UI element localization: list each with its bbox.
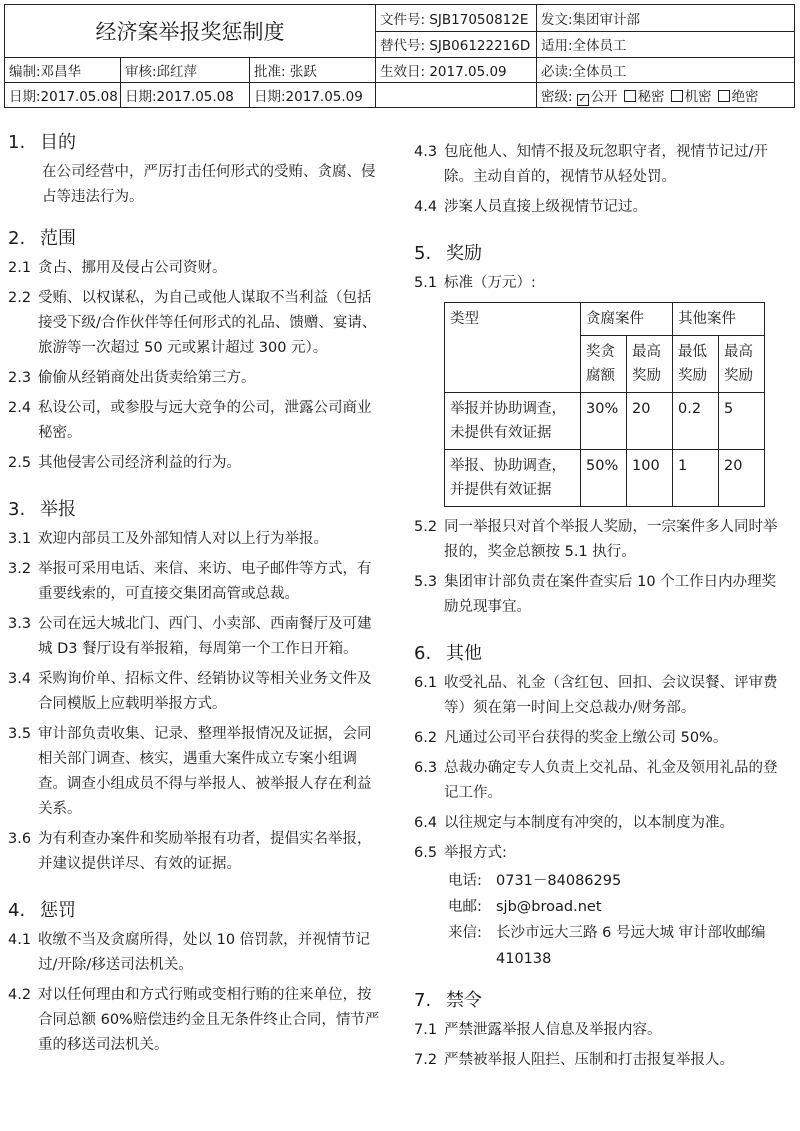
section-heading: 3. 举报 bbox=[8, 499, 76, 520]
checkbox-icon[interactable] bbox=[671, 90, 683, 102]
list-item: 3.2 举报可采用电话、来信、来访、电子邮件等方式，有重要线索的，可直接交集团高管或总裁。 bbox=[8, 561, 372, 602]
list-item: 4.4 涉案人员直接上级视情节记过。 bbox=[414, 199, 647, 215]
list-item: 2.2 受贿、以权谋私，为自己或他人谋取不当利益（包括接受下级/合作伙伴等任何形式的礼品、馈赠、宴请、旅游等一次超过 50 元或累计超过 300 元）。 bbox=[8, 290, 377, 356]
list-item: 3.6 为有利查办案件和奖励举报有功者，提倡实名举报，并建议提供详尽、有效的证据。 bbox=[8, 831, 372, 872]
contact-block bbox=[414, 868, 788, 972]
section-heading: 2. 范围 bbox=[8, 228, 76, 249]
list-item: 7.1 严禁泄露举报人信息及举报内容。 bbox=[414, 1022, 662, 1038]
checkbox-icon[interactable] bbox=[718, 90, 730, 102]
list-item: 6.3 总裁办确定专人负责上交礼品、礼金及领用礼品的登记工作。 bbox=[414, 760, 778, 801]
editor: 编制:邓昌华 bbox=[5, 58, 121, 83]
list-item: 7.2 严禁被举报人阻拦、压制和打击报复举报人。 bbox=[414, 1052, 734, 1068]
empty-cell bbox=[376, 83, 537, 108]
list-item: 6.5 举报方式: bbox=[414, 845, 507, 861]
list-item: 2.1 贪占、挪用及侵占公司资财。 bbox=[8, 260, 227, 276]
table-row bbox=[445, 450, 765, 507]
table-subheader: 奖贪腐额 bbox=[581, 336, 627, 393]
table-row bbox=[445, 393, 765, 450]
contact-mail: 来信: 长沙市远大三路 6 号远大城 审计部收邮编 410138 bbox=[448, 925, 766, 967]
secrecy-option-secret: 秘密 bbox=[637, 88, 665, 105]
issuer: 发文:集团审计部 bbox=[537, 5, 795, 32]
list-item: 6.2 凡通过公司平台获得的奖金上缴公司 50%。 bbox=[414, 730, 728, 746]
section-heading: 4. 惩罚 bbox=[8, 900, 76, 921]
list-item: 3.4 采购询价单、招标文件、经销协议等相关业务文件及合同模版上应载明举报方式。 bbox=[8, 671, 372, 712]
table-subheader: 最低奖励 bbox=[673, 336, 719, 393]
review-date: 日期:2017.05.08 bbox=[121, 83, 250, 108]
table-cell: 100 bbox=[627, 450, 673, 507]
secrecy-option-public: 公开 bbox=[590, 88, 618, 105]
table-cell: 0.2 bbox=[673, 393, 719, 450]
section-heading: 5. 奖励 bbox=[414, 243, 482, 264]
list-item: 6.1 收受礼品、礼金（含红包、回扣、会议误餐、评审费等）须在第一时间上交总裁办/财务部。 bbox=[414, 675, 778, 716]
must-read: 必读:全体员工 bbox=[537, 58, 795, 83]
applicable-scope: 适用:全体员工 bbox=[537, 31, 795, 58]
contact-phone: 电话: 0731－84086295 bbox=[448, 873, 622, 889]
table-subheader: 最高奖励 bbox=[627, 336, 673, 393]
section-heading: 1. 目的 bbox=[8, 132, 76, 153]
list-item: 2.3 偷偷从经销商处出货卖给第三方。 bbox=[8, 370, 256, 386]
replace-number: 替代号: SJB06122216D bbox=[376, 31, 537, 58]
table-cell: 1 bbox=[673, 450, 719, 507]
table-subheader: 最高奖励 bbox=[719, 336, 765, 393]
contact-email[interactable]: 电邮: sjb@broad.net bbox=[448, 899, 602, 915]
list-item: 2.5 其他侵害公司经济利益的行为。 bbox=[8, 455, 241, 471]
list-item: 6.4 以往规定与本制度有冲突的，以本制度为准。 bbox=[414, 815, 734, 831]
secrecy-label: 密级: bbox=[541, 88, 573, 105]
list-item: 3.1 欢迎内部员工及外部知情人对以上行为举报。 bbox=[8, 531, 328, 547]
edit-date: 日期:2017.05.08 bbox=[5, 83, 121, 108]
table-row-label: 举报、协助调查，并提供有效证据 bbox=[445, 450, 581, 507]
table-cell: 50% bbox=[581, 450, 627, 507]
checkbox-icon[interactable] bbox=[624, 90, 636, 102]
approver: 批准: 张跃 bbox=[250, 58, 376, 83]
section-heading: 6. 其他 bbox=[414, 643, 482, 664]
secrecy-option-top-secret: 绝密 bbox=[731, 88, 759, 105]
table-cell: 20 bbox=[627, 393, 673, 450]
table-cell: 30% bbox=[581, 393, 627, 450]
left-column bbox=[8, 128, 382, 1063]
list-item: 4.3 包庇他人、知情不报及玩忽职守者，视情节记过/开除。主动自首的，视情节从轻处罚。 bbox=[414, 144, 768, 185]
reviewer: 审核:邱红萍 bbox=[121, 58, 250, 83]
table-header-type: 类型 bbox=[445, 303, 581, 393]
right-column bbox=[414, 140, 788, 1078]
document-header-table bbox=[4, 4, 795, 108]
effective-date: 生效日: 2017.05.09 bbox=[376, 58, 537, 83]
list-item: 3.5 审计部负责收集、记录、整理举报情况及证据，会同相关部门调查、核实，遇重大案件成立专案小组调查。调查小组成员不得与举报人、被举报人存在利益关系。 bbox=[8, 726, 372, 817]
secrecy-option-confidential: 机密 bbox=[684, 88, 712, 105]
section-heading: 7. 禁令 bbox=[414, 990, 482, 1011]
table-row-label: 举报并协助调查，未提供有效证据 bbox=[445, 393, 581, 450]
list-item: 4.1 收缴不当及贪腐所得，处以 10 倍罚款，并视情节记过/开除/移送司法机关。 bbox=[8, 932, 371, 973]
purpose-text: 在公司经营中，严厉打击任何形式的受贿、贪腐、侵占等违法行为。 bbox=[42, 164, 376, 205]
file-number: 文件号: SJB17050812E bbox=[376, 5, 537, 32]
table-header-other: 其他案件 bbox=[673, 303, 765, 336]
table-cell: 5 bbox=[719, 393, 765, 450]
list-item: 3.3 公司在远大城北门、西门、小卖部、西南餐厅及可建城 D3 餐厅设有举报箱，每周第一个工作日开箱。 bbox=[8, 616, 372, 657]
checked-checkbox-icon[interactable]: ✓ bbox=[578, 93, 587, 105]
list-item: 5.3 集团审计部负责在案件查实后 10 个工作日内办理奖励兑现事宜。 bbox=[414, 574, 777, 615]
table-cell: 20 bbox=[719, 450, 765, 507]
secrecy-level bbox=[537, 83, 795, 108]
list-item: 4.2 对以任何理由和方式行贿或变相行贿的往来单位，按合同总额 60%赔偿违约金且无条件终止合同，情节严重的移送司法机关。 bbox=[8, 987, 380, 1053]
list-item: 2.4 私设公司，或参股与远大竞争的公司，泄露公司商业秘密。 bbox=[8, 400, 372, 441]
list-item: 5.2 同一举报只对首个举报人奖励，一宗案件多人同时举报的，奖金总额按 5.1 执行。 bbox=[414, 519, 778, 560]
table-header-corruption: 贪腐案件 bbox=[581, 303, 673, 336]
document-title: 经济案举报奖惩制度 bbox=[5, 5, 376, 58]
approve-date: 日期:2017.05.09 bbox=[250, 83, 376, 108]
list-item: 5.1 标准（万元）: bbox=[414, 275, 536, 291]
reward-table bbox=[444, 302, 765, 507]
